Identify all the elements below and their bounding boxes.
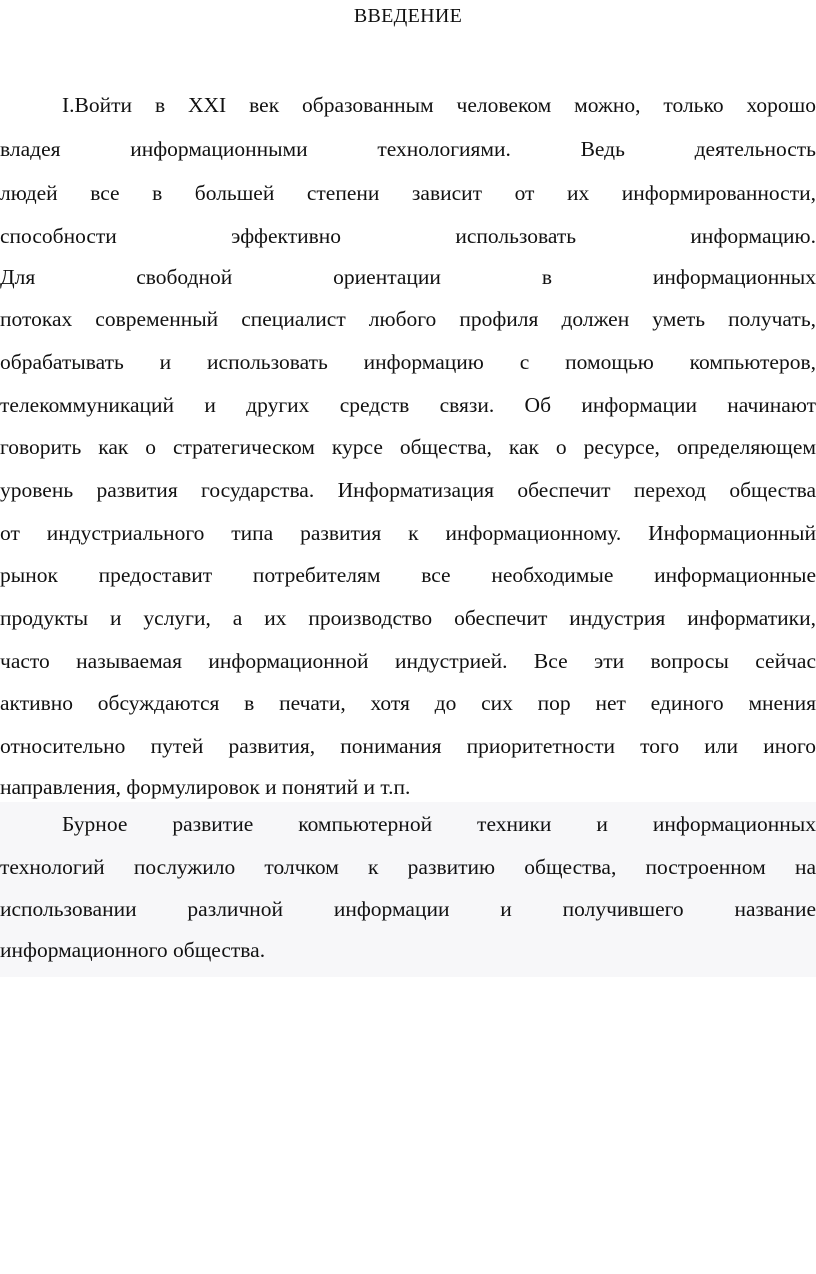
paragraph-1-line: рынок предоставит потребителям все необходимые информационные (0, 563, 816, 587)
paragraph-1-line: говорить как о стратегическом курсе общества, как о ресурсе, определяющем (0, 435, 816, 459)
paragraph-1-line: способности эффективно использовать информацию. (0, 224, 816, 248)
paragraph-1-line: потоках современный специалист любого профиля должен уметь получать, (0, 307, 816, 331)
paragraph-2-line: Бурное развитие компьютерной техники и информационных (62, 812, 816, 836)
paragraph-1-line: Для свободной ориентации в информационных (0, 265, 816, 289)
paragraph-2-line: использовании различной информации и получившего название (0, 897, 816, 921)
paragraph-1-line: продукты и услуги, а их производство обеспечит индустрия информатики, (0, 606, 816, 630)
paragraph-1-line: относительно путей развития, понимания приоритетности того или иного (0, 734, 816, 758)
paragraph-1-line: обрабатывать и использовать информацию с помощью компьютеров, (0, 350, 816, 374)
paragraph-2-line: технологий послужило толчком к развитию общества, построенном на (0, 855, 816, 879)
paragraph-1-line: активно обсуждаются в печати, хотя до сих пор нет единого мнения (0, 691, 816, 715)
paragraph-1-line: уровень развития государства. Информатизация обеспечит переход общества (0, 478, 816, 502)
paragraph-1-line: часто называемая информационной индустрией. Все эти вопросы сейчас (0, 649, 816, 673)
paragraph-1-line: телекоммуникаций и других средств связи. Об информации начинают (0, 393, 816, 417)
paragraph-1-line: направления, формулировок и понятий и т.п. (0, 775, 411, 799)
paragraph-1-line: владея информационными технологиями. Ведь деятельность (0, 137, 816, 161)
page-title: ВВЕДЕНИЕ (353, 5, 463, 27)
paragraph-1-line: I.Войти в XXI век образованным человеком можно, только хорошо (62, 93, 816, 117)
paragraph-1-line: людей все в большей степени зависит от их информированности, (0, 181, 816, 205)
paragraph-2-line: информационного общества. (0, 938, 266, 962)
paragraph-1-line: от индустриального типа развития к информационному. Информационный (0, 521, 816, 545)
